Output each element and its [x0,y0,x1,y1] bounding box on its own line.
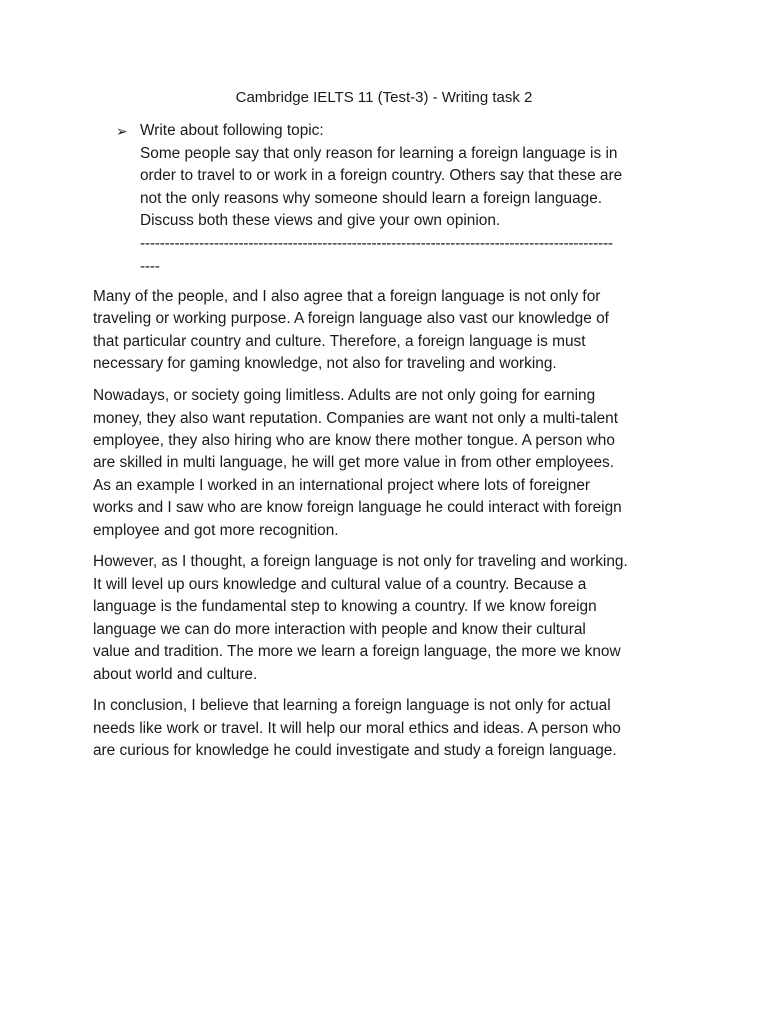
task-prompt [116,120,676,278]
task-text [140,120,676,278]
essay-paragraph [93,551,683,685]
paragraph-line: needs like work or travel. It will help our moral ethics and ideas. A person who [93,719,621,737]
paragraph-line: that particular country and culture. Therefore, a foreign language is must [93,332,586,350]
paragraph-line: employee, they also hiring who are know there mother tongue. A person who [93,431,615,449]
paragraph-line: Many of the people, and I also agree that a foreign language is not only for [93,288,601,305]
task-line: order to travel to or work in a foreign country. Others say that these are [140,167,623,185]
paragraph-line: Nowadays, or society going limitless. Adults are not only going for earning [93,387,596,405]
arrowhead-bullet-icon: ➢ [116,123,128,139]
paragraph-line: traveling or working purpose. A foreign language also vast our knowledge of [93,310,609,328]
paragraph-line: are skilled in multi language, he will get more value in from other employees. [93,454,614,472]
task-line: Write about following topic: [140,122,324,139]
paragraph-line: works and I saw who are know foreign language he could interact with foreign [93,499,622,517]
paragraph-line: In conclusion, I believe that learning a foreign language is not only for actual [93,697,611,715]
separator-dashes: ------------------------------------------------------------------------------------------------ [140,234,613,252]
task-line: Some people say that only reason for learning a foreign language is in [140,144,618,162]
paragraph-line: As an example I worked in an international project where lots of foreigner [93,476,591,494]
paragraph-line: It will level up ours knowledge and cultural value of a country. Because a [93,575,587,593]
paragraph-line: value and tradition. The more we learn a foreign language, the more we know [93,643,621,661]
essay-body [93,286,683,772]
paragraph-line: necessary for gaming knowledge, not also for traveling and working. [93,355,557,373]
document-title: Cambridge IELTS 11 (Test-3) - Writing task 2 [235,89,533,106]
paragraph-line: about world and culture. [93,665,258,683]
separator-dashes: ---- [140,257,160,275]
essay-paragraph [93,385,683,542]
paragraph-line: language is the fundamental step to knowing a country. If we know foreign [93,598,597,616]
paragraph-line: money, they also want reputation. Companies are want not only a multi-talent [93,409,618,427]
paragraph-line: employee and got more recognition. [93,521,339,539]
task-line: Discuss both these views and give your own opinion. [140,212,501,230]
paragraph-line: However, as I thought, a foreign language is not only for traveling and working. [93,553,628,571]
essay-paragraph [93,695,683,762]
essay-paragraph [93,286,683,376]
paragraph-line: language we can do more interaction with people and know their cultural [93,620,586,638]
paragraph-line: are curious for knowledge he could investigate and study a foreign language. [93,742,617,760]
task-line: not the only reasons why someone should learn a foreign language. [140,189,603,207]
